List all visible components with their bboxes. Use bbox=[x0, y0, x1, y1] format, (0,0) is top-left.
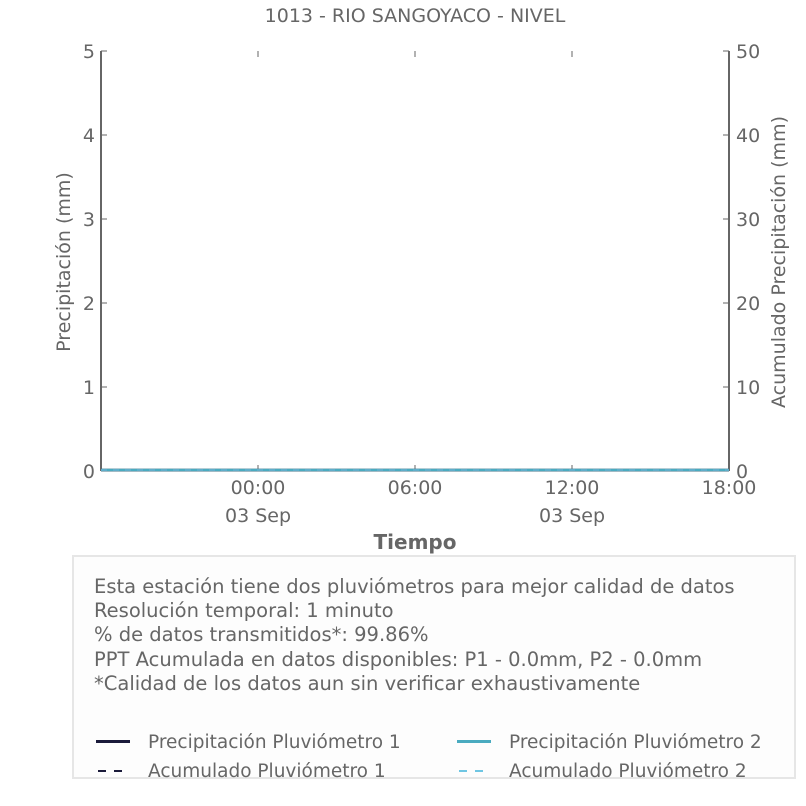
y-right-tick-label: 10 bbox=[736, 377, 761, 399]
x-tick-sublabel: 03 Sep bbox=[224, 505, 292, 527]
legend-label: Acumulado Pluviómetro 2 bbox=[509, 760, 747, 782]
legend-label: Precipitación Pluviómetro 2 bbox=[509, 731, 762, 753]
legend-item-p2 bbox=[457, 731, 762, 753]
info-text bbox=[94, 575, 735, 696]
y-axis-right-label: Acumulado Precipitación (mm) bbox=[768, 116, 790, 408]
y-left-tick-label: 2 bbox=[82, 293, 95, 315]
info-line: PPT Acumulada en datos disponibles: P1 - 0.0mm, P2 - 0.0mm bbox=[94, 647, 703, 671]
info-line: % de datos transmitidos*: 99.86% bbox=[94, 623, 429, 647]
x-tick-label: 00:00 bbox=[230, 477, 286, 499]
info-line: *Calidad de los datos aun sin verificar exhaustivamente bbox=[94, 671, 641, 695]
y-right-tick-label: 40 bbox=[736, 125, 761, 147]
y-left-tick-label: 1 bbox=[82, 377, 95, 399]
x-axis-label: Tiempo bbox=[373, 530, 457, 554]
legend-item-acum2 bbox=[457, 760, 747, 782]
y-right-tick-label: 0 bbox=[736, 461, 749, 483]
y-left-tick-label: 5 bbox=[82, 41, 95, 63]
x-tick-label: 06:00 bbox=[387, 477, 443, 499]
legend-label: Precipitación Pluviómetro 1 bbox=[148, 731, 401, 753]
legend-swatch-p2 bbox=[457, 736, 491, 748]
x-tick-sublabel: 03 Sep bbox=[538, 505, 606, 527]
legend-swatch-acum1 bbox=[96, 765, 130, 777]
y-left-tick-label: 3 bbox=[82, 209, 95, 231]
chart-title: 1013 - RIO SANGOYACO - NIVEL bbox=[264, 5, 566, 27]
y-left-tick-label: 4 bbox=[82, 125, 95, 147]
legend-item-p1 bbox=[96, 731, 401, 753]
y-axis-left-label: Precipitación (mm) bbox=[53, 172, 75, 352]
axes bbox=[83, 41, 760, 527]
legend-swatch-p1 bbox=[96, 736, 130, 748]
x-tick-label: 18:00 bbox=[701, 477, 757, 499]
y-right-tick-label: 30 bbox=[736, 209, 761, 231]
y-right-tick-label: 50 bbox=[736, 41, 761, 63]
x-tick-label: 12:00 bbox=[544, 477, 600, 499]
info-legend-box bbox=[72, 555, 796, 782]
info-line: Esta estación tiene dos pluviómetros para mejor calidad de datos bbox=[94, 575, 735, 598]
legend-item-acum1 bbox=[96, 760, 386, 782]
info-line: Resolución temporal: 1 minuto bbox=[94, 599, 394, 623]
legend-label: Acumulado Pluviómetro 1 bbox=[148, 760, 386, 782]
y-left-tick-label: 0 bbox=[82, 461, 95, 483]
y-right-tick-label: 20 bbox=[736, 293, 761, 315]
legend-swatch-acum2 bbox=[457, 765, 491, 777]
legend bbox=[96, 728, 796, 788]
